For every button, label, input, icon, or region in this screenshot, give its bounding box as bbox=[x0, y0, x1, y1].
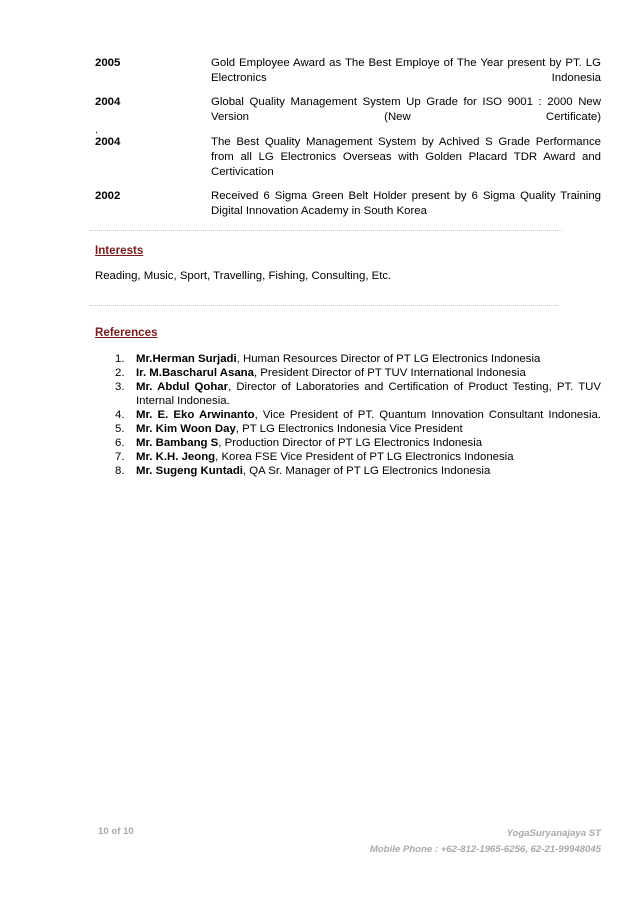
footer-author: YogaSuryanajaya ST bbox=[506, 828, 601, 839]
reference-number: 5. bbox=[115, 423, 125, 435]
reference-item bbox=[95, 436, 601, 450]
interests-heading: Interests bbox=[95, 244, 144, 257]
reference-item bbox=[95, 464, 601, 478]
award-year: 2004 bbox=[95, 136, 121, 148]
reference-number: 6. bbox=[115, 437, 125, 449]
reference-name: Mr. E. Eko Arwinanto bbox=[136, 409, 255, 421]
reference-number: 8. bbox=[115, 465, 125, 477]
award-description: Received 6 Sigma Green Belt Holder present by 6 Sigma Quality Training Digital Innovation Academy in South Korea bbox=[211, 190, 601, 217]
reference-item bbox=[95, 422, 601, 436]
award-year: 2002 bbox=[95, 190, 121, 202]
award-description: The Best Quality Management System by Achived S Grade Performance from all LG Electronics Overseas with Golden Placard TDR Award and Certivication bbox=[211, 136, 601, 178]
interests-text: Reading, Music, Sport, Travelling, Fishing, Consulting, Etc. bbox=[95, 270, 392, 282]
reference-name: Ir. M.Bascharul Asana bbox=[136, 367, 254, 379]
reference-number: 3. bbox=[115, 381, 125, 393]
reference-item bbox=[95, 352, 601, 366]
reference-name: Mr.Herman Surjadi bbox=[136, 353, 237, 365]
award-description: Gold Employee Award as The Best Employe of The Year present by PT. LG Electronics Indonesia bbox=[211, 57, 601, 84]
reference-detail: , Vice President of PT. Quantum Innovation Consultant Indonesia. bbox=[254, 409, 601, 421]
reference-detail: , Director of Laboratories and Certification of Product Testing, PT. TUV Internal Indonesia. bbox=[136, 381, 601, 407]
reference-detail: , QA Sr. Manager of PT LG Electronics Indonesia bbox=[242, 465, 491, 477]
section-divider bbox=[90, 305, 558, 306]
reference-detail: , PT LG Electronics Indonesia Vice President bbox=[235, 423, 463, 435]
award-year: 2004 bbox=[95, 96, 121, 108]
reference-name: Mr. K.H. Jeong bbox=[136, 451, 216, 463]
footer-contact-block bbox=[370, 826, 601, 858]
page-number: 10 of 10 bbox=[98, 826, 134, 837]
stray-mark: . bbox=[95, 124, 99, 136]
reference-item bbox=[95, 380, 601, 408]
reference-detail: , Production Director of PT LG Electronics Indonesia bbox=[218, 437, 483, 449]
references-list bbox=[95, 352, 601, 478]
reference-detail: , Human Resources Director of PT LG Electronics Indonesia bbox=[236, 353, 541, 365]
reference-name: Mr. Kim Woon Day bbox=[136, 423, 236, 435]
reference-number: 7. bbox=[115, 451, 125, 463]
reference-item bbox=[95, 450, 601, 464]
award-year: 2005 bbox=[95, 57, 121, 69]
award-description: Global Quality Management System Up Grade for ISO 9001 : 2000 New Version (New Certificate) bbox=[211, 96, 601, 123]
reference-name: Mr. Abdul Qohar bbox=[136, 381, 229, 393]
reference-name: Mr. Sugeng Kuntadi bbox=[136, 465, 243, 477]
references-heading: References bbox=[95, 326, 158, 339]
reference-name: Mr. Bambang S bbox=[136, 437, 219, 449]
reference-detail: , President Director of PT TUV International Indonesia bbox=[253, 367, 526, 379]
reference-item bbox=[95, 408, 601, 422]
footer-phone: Mobile Phone : +62-812-1965-6256, 62-21-99948045 bbox=[369, 844, 601, 855]
section-divider bbox=[90, 230, 562, 231]
reference-item bbox=[95, 366, 601, 380]
reference-number: 2. bbox=[115, 367, 125, 379]
reference-number: 4. bbox=[115, 409, 125, 421]
reference-detail: , Korea FSE Vice President of PT LG Electronics Indonesia bbox=[215, 451, 514, 463]
reference-number: 1. bbox=[115, 353, 125, 365]
